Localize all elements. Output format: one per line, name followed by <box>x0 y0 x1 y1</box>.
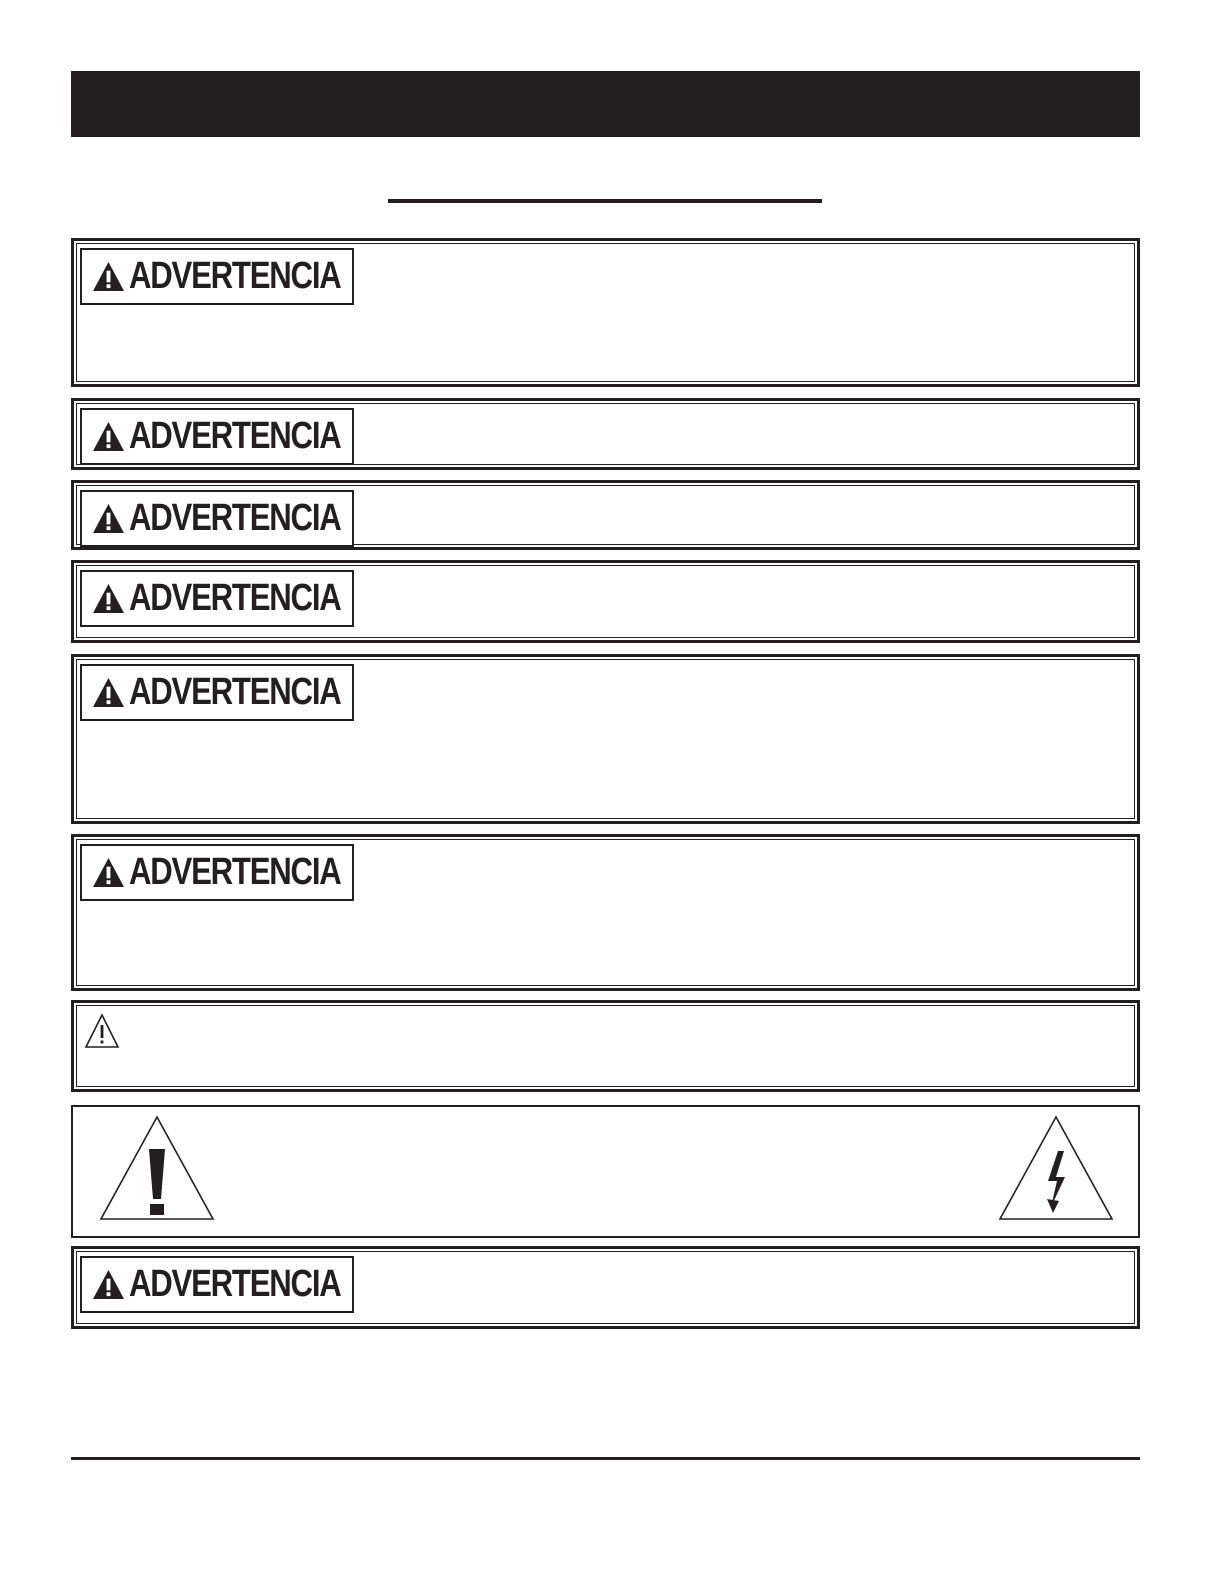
warning-badge <box>80 844 354 901</box>
warning-badge <box>80 490 354 547</box>
warning-box-6 <box>71 834 1140 991</box>
warning-label: ADVERTENCIA <box>129 497 341 539</box>
warning-badge <box>80 408 354 465</box>
header-bar <box>71 71 1140 137</box>
warning-triangle-icon <box>92 583 125 614</box>
warning-box-2 <box>71 398 1140 470</box>
warning-triangle-icon <box>92 1269 125 1300</box>
warning-triangle-icon <box>92 421 125 452</box>
footer-rule <box>71 1457 1140 1460</box>
warning-triangle-icon <box>92 503 125 534</box>
exclamation-triangle-icon <box>98 1115 216 1222</box>
lightning-bolt-triangle-icon <box>997 1115 1115 1222</box>
warning-label: ADVERTENCIA <box>129 671 341 713</box>
warning-label: ADVERTENCIA <box>129 255 341 297</box>
warning-box-5 <box>71 654 1140 824</box>
warning-label: ADVERTENCIA <box>129 1263 341 1305</box>
warning-triangle-icon <box>92 261 125 292</box>
small-caution-triangle-icon <box>84 1013 120 1049</box>
warning-box-3 <box>71 480 1140 550</box>
warning-label: ADVERTENCIA <box>129 851 341 893</box>
warning-badge <box>80 1256 354 1313</box>
warning-triangle-icon <box>92 677 125 708</box>
warning-label: ADVERTENCIA <box>129 577 341 619</box>
caution-box <box>71 1000 1140 1092</box>
warning-badge <box>80 664 354 721</box>
warning-badge <box>80 248 354 305</box>
warning-badge <box>80 570 354 627</box>
warning-box-1 <box>71 238 1140 387</box>
warning-box-7 <box>71 1246 1140 1329</box>
warning-triangle-icon <box>92 857 125 888</box>
title-underline <box>388 199 822 203</box>
warning-box-4 <box>71 560 1140 643</box>
warning-label: ADVERTENCIA <box>129 415 341 457</box>
safety-symbols-box <box>71 1105 1140 1238</box>
